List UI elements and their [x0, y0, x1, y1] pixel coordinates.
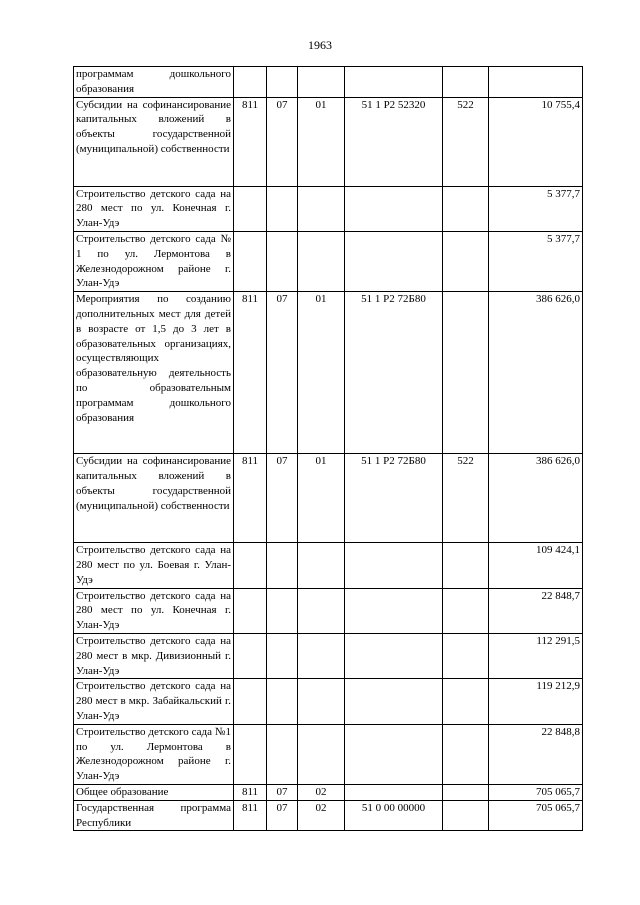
target-article-code — [345, 633, 443, 678]
table-row — [74, 784, 583, 800]
ministry-code — [234, 67, 267, 98]
ministry-code: 811 — [234, 784, 267, 800]
section-code — [267, 724, 298, 784]
expense-type-code — [443, 186, 489, 231]
subsection-code — [298, 588, 345, 633]
table-row — [74, 588, 583, 633]
row-name: Строительство детского сада на 280 мест по ул. Конечная г. Улан-Удэ — [74, 186, 234, 231]
ministry-code: 811 — [234, 97, 267, 186]
table-row — [74, 724, 583, 784]
table-row — [74, 454, 583, 543]
expense-type-code: 522 — [443, 454, 489, 543]
amount: 386 626,0 — [489, 454, 583, 543]
ministry-code: 811 — [234, 454, 267, 543]
subsection-code — [298, 231, 345, 291]
expense-type-code — [443, 633, 489, 678]
target-article-code: 51 0 00 00000 — [345, 800, 443, 831]
subsection-code — [298, 67, 345, 98]
section-code — [267, 633, 298, 678]
ministry-code — [234, 724, 267, 784]
amount: 386 626,0 — [489, 292, 583, 454]
amount: 22 848,8 — [489, 724, 583, 784]
table-row — [74, 543, 583, 588]
section-code: 07 — [267, 292, 298, 454]
amount: 112 291,5 — [489, 633, 583, 678]
expense-type-code — [443, 292, 489, 454]
expense-type-code: 522 — [443, 97, 489, 186]
table-row — [74, 231, 583, 291]
subsection-code — [298, 679, 345, 724]
target-article-code — [345, 679, 443, 724]
table-row — [74, 97, 583, 186]
expense-type-code — [443, 67, 489, 98]
expense-type-code — [443, 800, 489, 831]
expense-type-code — [443, 679, 489, 724]
section-code — [267, 543, 298, 588]
target-article-code: 51 1 P2 52320 — [345, 97, 443, 186]
row-name: Государственная программа Республики — [74, 800, 234, 831]
amount: 705 065,7 — [489, 800, 583, 831]
table-row — [74, 633, 583, 678]
expense-type-code — [443, 724, 489, 784]
ministry-code — [234, 231, 267, 291]
section-code — [267, 67, 298, 98]
expense-type-code — [443, 543, 489, 588]
ministry-code — [234, 588, 267, 633]
ministry-code — [234, 679, 267, 724]
amount: 10 755,4 — [489, 97, 583, 186]
ministry-code — [234, 186, 267, 231]
row-name: Строительство детского сада на 280 мест в мкр. Забайкальский г. Улан-Удэ — [74, 679, 234, 724]
ministry-code: 811 — [234, 800, 267, 831]
expense-type-code — [443, 588, 489, 633]
section-code: 07 — [267, 784, 298, 800]
subsection-code: 02 — [298, 800, 345, 831]
row-name: Мероприятия по созданию дополнительных мест для детей в возрасте от 1,5 до 3 лет в образовательных организациях, осуществляющих образовательную деятельность по образовательным программам дошкольного образования — [74, 292, 234, 454]
table-row — [74, 800, 583, 831]
section-code: 07 — [267, 454, 298, 543]
ministry-code — [234, 543, 267, 588]
subsection-code — [298, 543, 345, 588]
row-name: Субсидии на софинансирование капитальных вложений в объекты государственной (муниципальной) собственности — [74, 454, 234, 543]
table-row — [74, 67, 583, 98]
target-article-code — [345, 543, 443, 588]
row-name: программам дошкольного образования — [74, 67, 234, 98]
row-name: Строительство детского сада на 280 мест в мкр. Дивизионный г. Улан-Удэ — [74, 633, 234, 678]
page-number: 1963 — [308, 38, 332, 52]
row-name: Строительство детского сада №1 по ул. Лермонтова в Железнодорожном районе г. Улан-Удэ — [74, 724, 234, 784]
table-row — [74, 679, 583, 724]
budget-table — [73, 66, 583, 831]
amount: 5 377,7 — [489, 231, 583, 291]
target-article-code — [345, 784, 443, 800]
subsection-code: 01 — [298, 292, 345, 454]
amount: 22 848,7 — [489, 588, 583, 633]
target-article-code — [345, 186, 443, 231]
section-code: 07 — [267, 97, 298, 186]
ministry-code — [234, 633, 267, 678]
amount: 109 424,1 — [489, 543, 583, 588]
target-article-code: 51 1 P2 72Б80 — [345, 292, 443, 454]
expense-type-code — [443, 231, 489, 291]
subsection-code: 01 — [298, 454, 345, 543]
row-name: Общее образование — [74, 784, 234, 800]
row-name: Строительство детского сада № 1 по ул. Лермонтова в Железнодорожном районе г. Улан-Удэ — [74, 231, 234, 291]
subsection-code — [298, 186, 345, 231]
section-code: 07 — [267, 800, 298, 831]
amount: 5 377,7 — [489, 186, 583, 231]
section-code — [267, 231, 298, 291]
section-code — [267, 588, 298, 633]
row-name: Строительство детского сада на 280 мест по ул. Боевая г. Улан-Удэ — [74, 543, 234, 588]
target-article-code — [345, 231, 443, 291]
section-code — [267, 186, 298, 231]
target-article-code — [345, 67, 443, 98]
ministry-code: 811 — [234, 292, 267, 454]
expense-type-code — [443, 784, 489, 800]
target-article-code: 51 1 P2 72Б80 — [345, 454, 443, 543]
table-row — [74, 186, 583, 231]
subsection-code — [298, 633, 345, 678]
row-name: Строительство детского сада на 280 мест по ул. Конечная г. Улан-Удэ — [74, 588, 234, 633]
subsection-code: 01 — [298, 97, 345, 186]
section-code — [267, 679, 298, 724]
target-article-code — [345, 588, 443, 633]
amount — [489, 67, 583, 98]
target-article-code — [345, 724, 443, 784]
amount: 705 065,7 — [489, 784, 583, 800]
amount: 119 212,9 — [489, 679, 583, 724]
subsection-code — [298, 724, 345, 784]
subsection-code: 02 — [298, 784, 345, 800]
row-name: Субсидии на софинансирование капитальных вложений в объекты государственной (муниципальной) собственности — [74, 97, 234, 186]
table-row — [74, 292, 583, 454]
